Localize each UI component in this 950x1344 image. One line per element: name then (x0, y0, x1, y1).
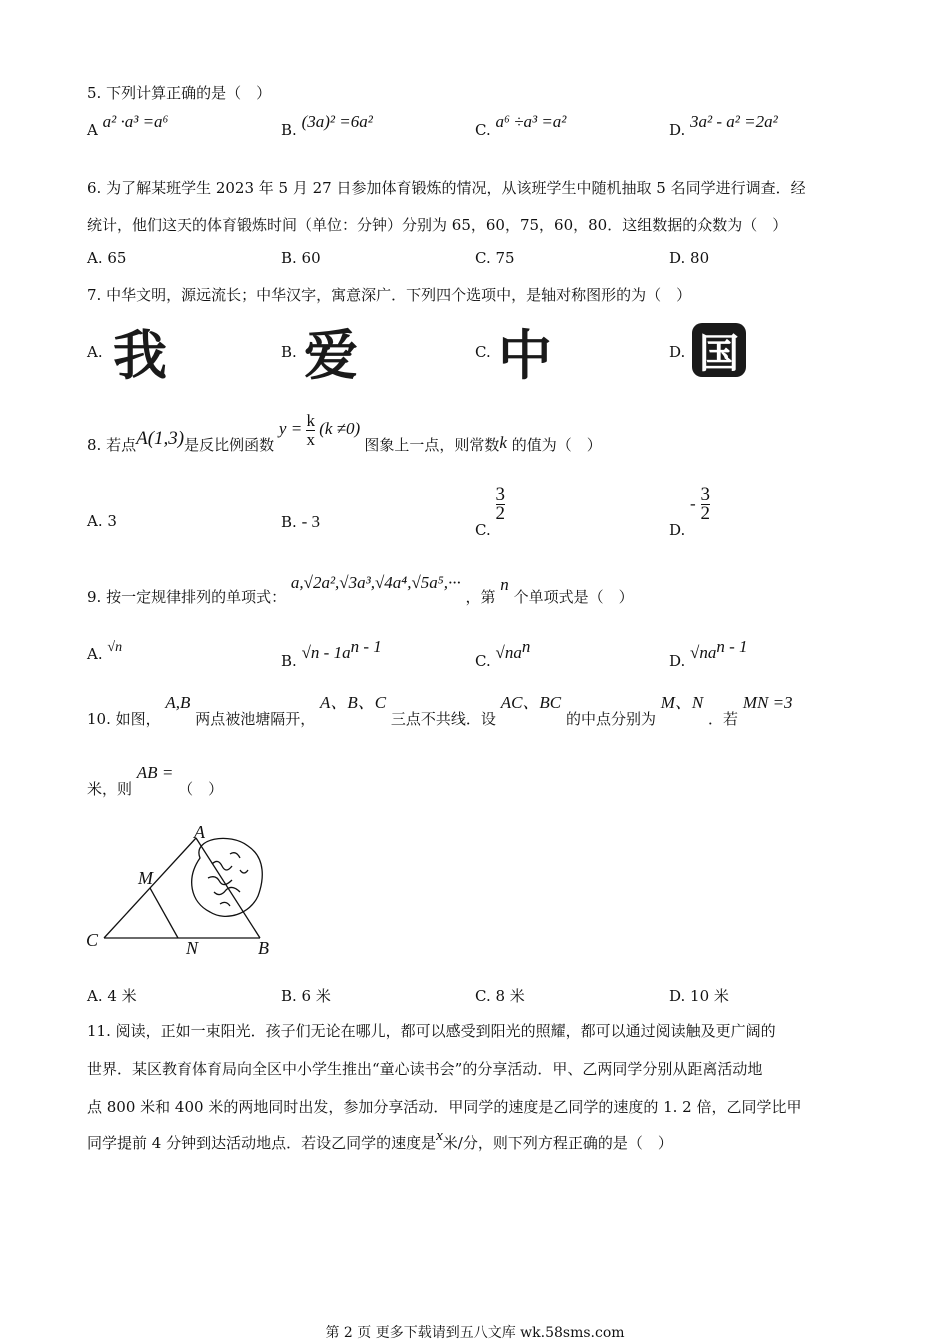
q7-label-d: D. (669, 343, 686, 361)
q6-option-a: A. 65 (87, 249, 127, 267)
q11-line1: 11. 阅读，正如一束阳光．孩子们无论在哪儿，都可以感受到阳光的照耀，都可以通过阅读触及更广阔的 (87, 1022, 776, 1040)
label-c: C (86, 930, 99, 950)
q5-option-c: C. a⁶ ÷a³ =a² (475, 112, 567, 139)
q9-option-c: C. $√na^n$ (475, 637, 531, 670)
q8-option-c: C. $\frac{3}{2}$ (475, 484, 505, 539)
glyph-image-zhong: 中 (498, 323, 552, 387)
pond-ripple-icon (208, 853, 248, 906)
q7-stem: 7. 中华文明，源远流长；中华汉字，寓意深广．下列四个选项中，是轴对称图形的为（ ） (87, 286, 692, 304)
q11-line4: 同学提前 4 分钟到达活动地点．若设乙同学的速度是x米/分，则下列方程正确的是（ ） (87, 1128, 673, 1152)
pond-icon (192, 838, 263, 916)
q7-label-a: A. (87, 343, 103, 361)
q10-option-c: C. 8 米 (475, 987, 525, 1005)
label-m: M (138, 868, 153, 888)
q6-option-b: B. 60 (281, 249, 321, 267)
q7-label-c: C. (475, 343, 491, 361)
q10-option-b: B. 6 米 (281, 987, 331, 1005)
q5-option-b: B. (3a)² =6a² (281, 112, 373, 139)
q10-option-d: D. 10 米 (669, 987, 729, 1005)
q6-line1: 6. 为了解某班学生 2023 年 5 月 27 日参加体育锻炼的情况，从该班学生中随机抽取 5 名同学进行调查．经 (87, 179, 806, 197)
q6-line2: 统计，他们这天的体育锻炼时间（单位：分钟）分别为 65，60，75，60，80．这组数据的众数为（ ） (87, 216, 788, 234)
q6-option-d: D. 80 (669, 249, 710, 267)
q9-option-a: A. √n (87, 640, 123, 663)
q9-stem: 9. 按一定规律排列的单项式： a,√2a²,√3a³,√4a⁴,√5a⁵,··· ，第 n 个单项式是（ ） (87, 573, 634, 606)
q8-stem: 8. 若点A(1,3)是反比例函数 y = $\frac{k}{x}$ (k ≠0) 图象上一点，则常数k 的值为（ ） (87, 411, 602, 455)
q5-stem: 5. 下列计算正确的是（ ） (87, 84, 272, 102)
q9-option-d: D. $√na^{n - 1}$ (669, 637, 748, 670)
segment-mn (150, 888, 178, 938)
q6-option-c: C. 75 (475, 249, 515, 267)
glyph-image-ai: 爱 (304, 323, 358, 387)
q8-option-b: B. - 3 (281, 512, 320, 531)
q11-line2: 世界．某区教育体育局向全区中小学生推出“童心读书会”的分享活动．甲、乙两同学分别从距离活动地 (87, 1060, 763, 1078)
glyph-image-guo: 国 (692, 323, 746, 377)
q7-label-b: B. (281, 343, 297, 361)
q10-figure (80, 818, 290, 968)
label-b: B (258, 938, 269, 958)
q10-option-a: A. 4 米 (87, 987, 137, 1005)
glyph-image-wo: 我 (113, 323, 167, 387)
q8-option-d: D. - $\frac{3}{2}$ (669, 484, 710, 539)
q5-option-d: D. 3a² - a² =2a² (669, 112, 778, 139)
label-a: A (194, 822, 205, 842)
q11-line3: 点 800 米和 400 米的两地同时出发，参加分享活动．甲同学的速度是乙同学的速度的 1. 2 倍，乙同学比甲 (87, 1098, 802, 1116)
label-n: N (186, 938, 199, 958)
page-footer: 第 2 页 更多下载请到五八文库 wk.58sms.com (325, 1325, 625, 1341)
q10-line1: 10. 如图， A,B 两点被池塘隔开， A、B、C 三点不共线．设 AC、BC 的中点分别为 M、N ．若 MN =3 (87, 693, 793, 728)
q10-line2: 米，则 AB = （ ） (87, 763, 224, 798)
q5-option-a: A a² ·a³ =a⁶ (87, 112, 169, 139)
q8-option-a: A. 3 (87, 512, 117, 530)
q9-option-b: B. $√n - 1a^{n - 1}$ (281, 637, 382, 670)
